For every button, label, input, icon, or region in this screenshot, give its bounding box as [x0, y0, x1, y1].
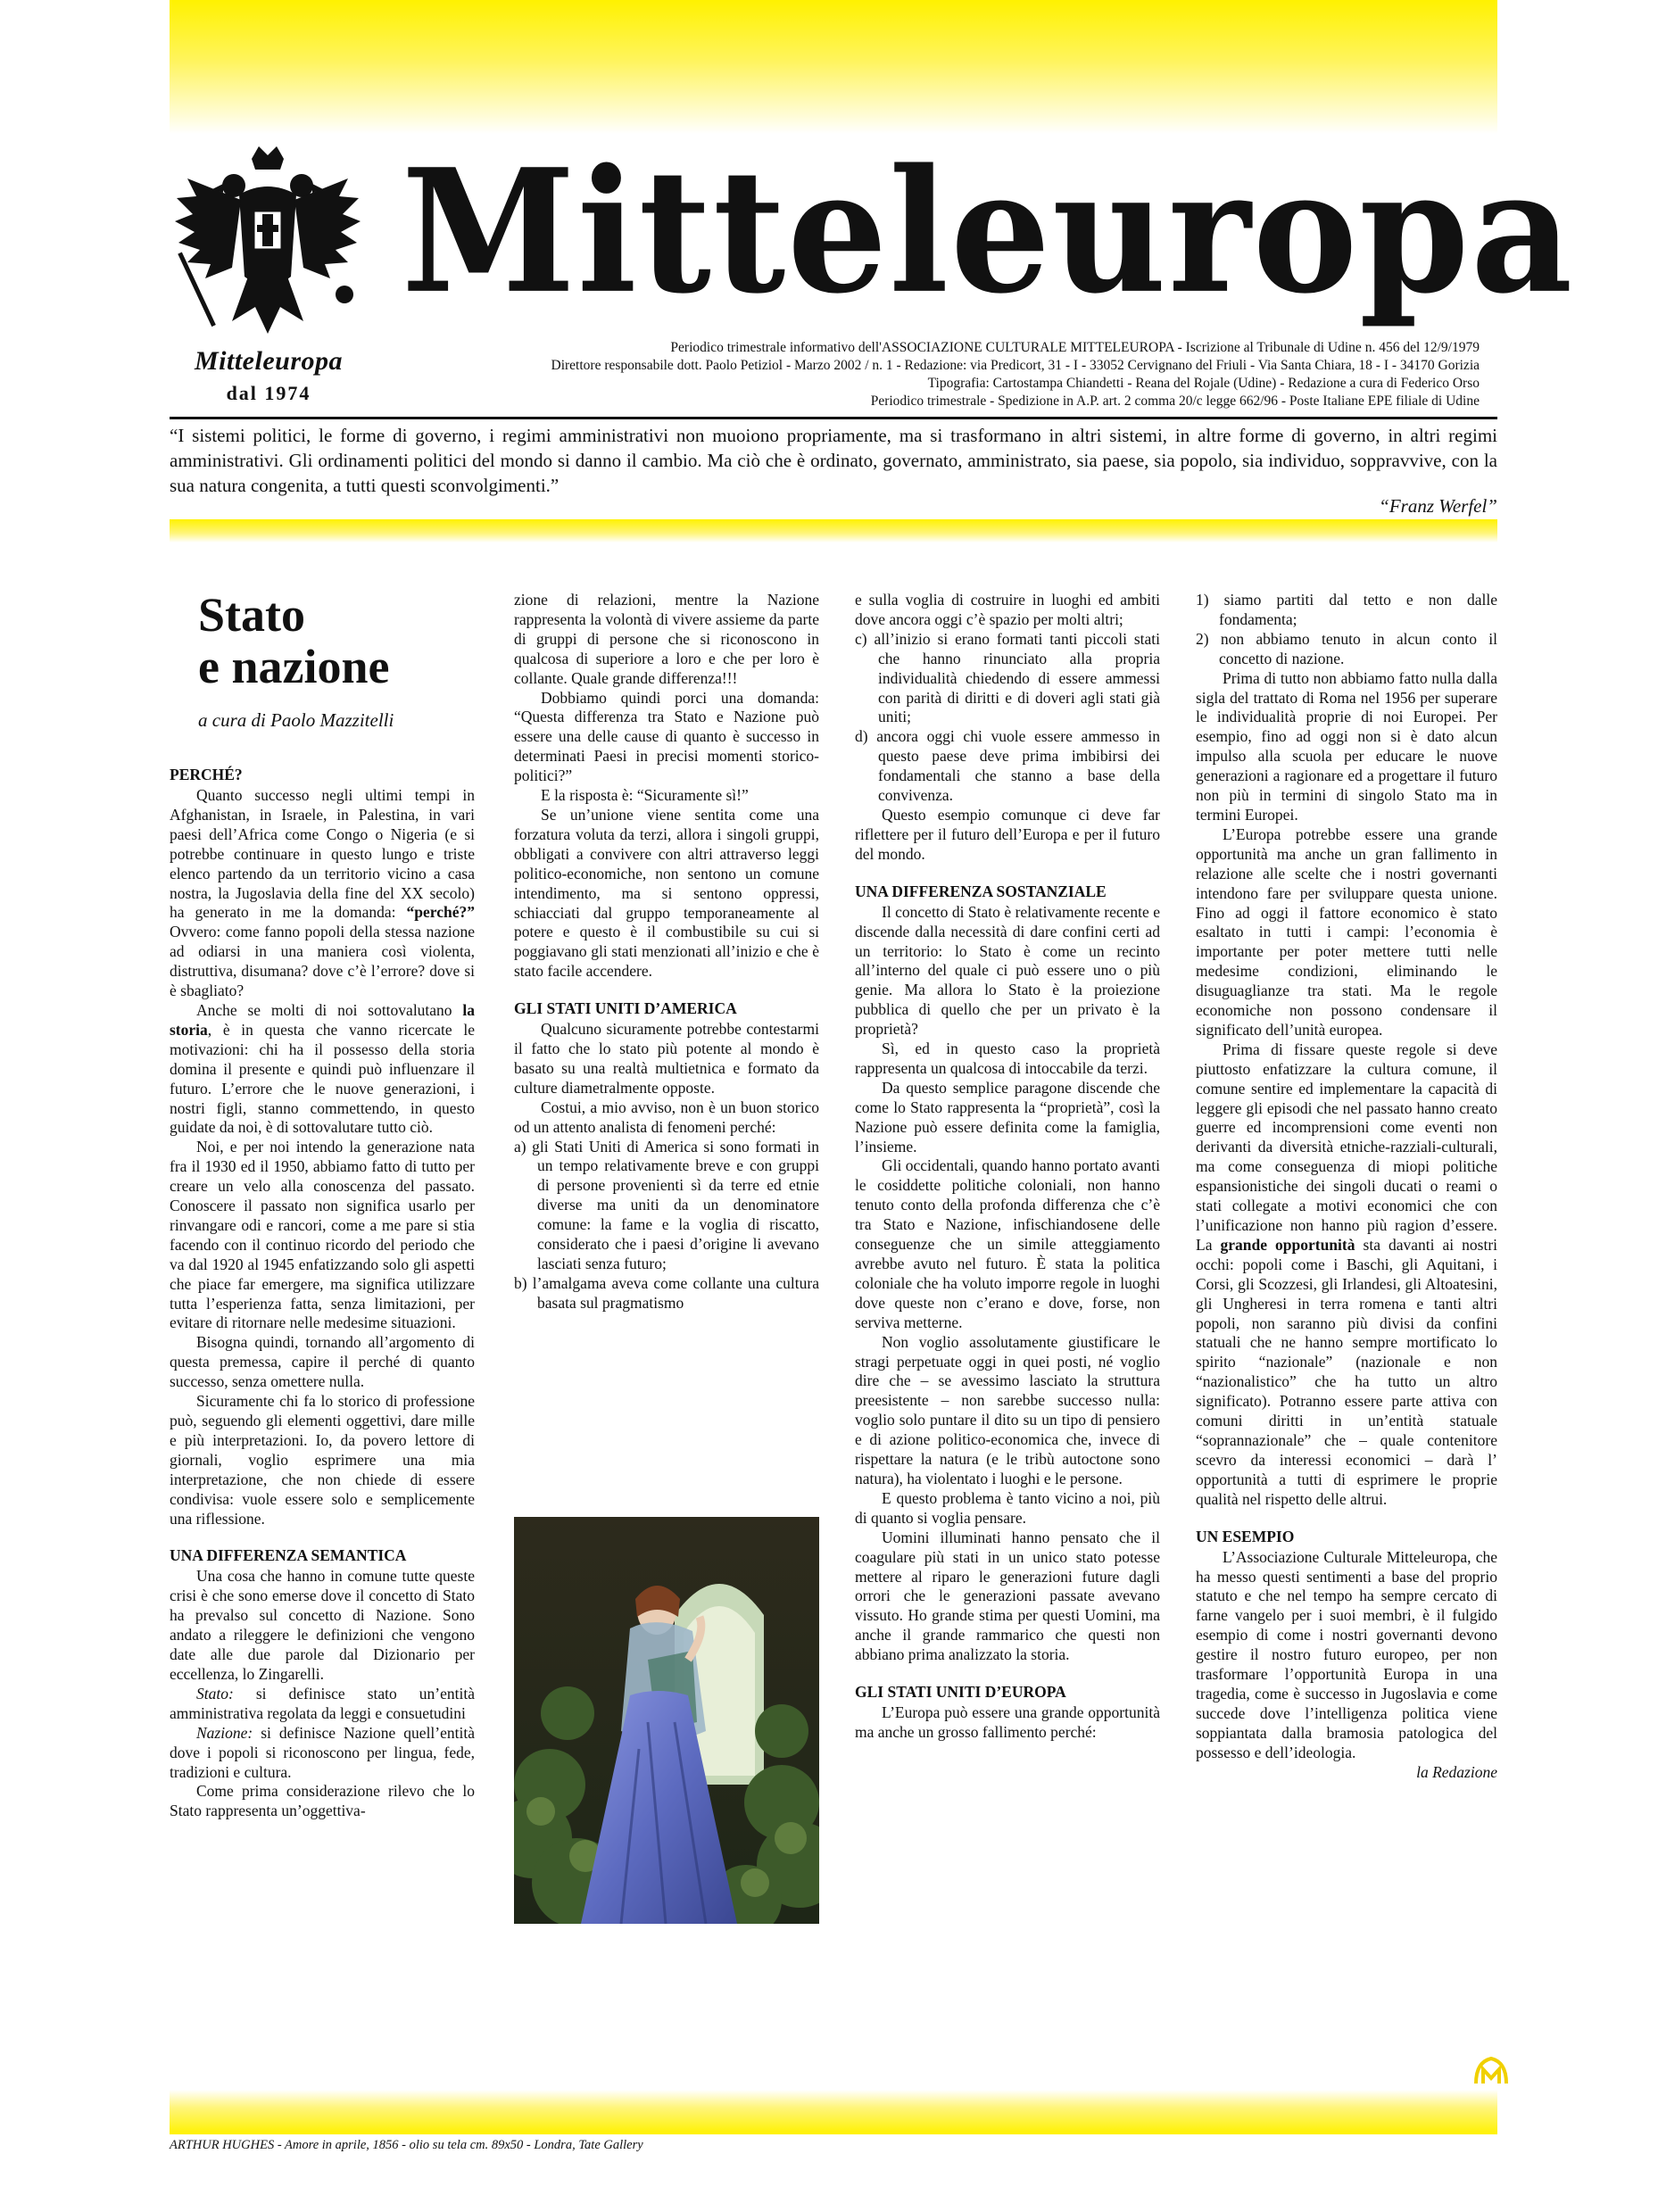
paragraph: zione di relazioni, mentre la Nazione rappresenta la volontà di vivere assieme da parte di gruppi di persone che si riconoscono in qualcosa di superiore a loro e che per loro è collante. Quale grande differenza!!! — [514, 591, 819, 687]
top-yellow-band — [170, 0, 1497, 134]
paragraph: E questo problema è tanto vicino a noi, più di quanto si voglia pensare. — [855, 1488, 1160, 1527]
paragraph: Uomini illuminati hanno pensato che il coagulare più stati in un unico stato potesse mettere al riparo le generazioni future dagli orrori che le generazioni passate avevano vissuto. Ho grande stima per questi Uomini, ma anche il grande rammarico che questi non abbiano prima analizzato la storia. — [855, 1528, 1160, 1664]
section-heading: UNA DIFFERENZA SEMANTICA — [170, 1546, 407, 1565]
paragraph: Come prima considerazione rilevo che lo Stato rappresenta un’oggettiva- — [170, 1782, 475, 1820]
article-column-2 — [514, 591, 819, 1313]
header-rule — [170, 417, 1497, 419]
epigraph-author: “Franz Werfel” — [1379, 495, 1497, 517]
section-heading: GLI STATI UNITI D’AMERICA — [514, 999, 737, 1018]
list-item: c) all’inizio si erano formati tanti piccoli stati che hanno rinunciato alla propria individualità chiedendo di essere ammessi con parità di diritti e di doveri agli stati già uniti; — [855, 629, 1160, 726]
association-logo-icon — [1472, 2055, 1510, 2087]
section-heading: GLI STATI UNITI D’EUROPA — [855, 1683, 1066, 1702]
painting-april-love — [514, 1517, 819, 1924]
paragraph: Una cosa che hanno in comune tutte queste crisi è che sono emerse dove il concetto di Stato ha prevalso sul concetto di Nazione. Sono andato a rileggere le definizioni che vengono date alle due parole dal Dizionario per eccellenza, lo Zingarelli. — [170, 1567, 475, 1683]
paragraph: Prima di tutto non abbiamo fatto nulla dalla sigla del trattato di Roma nel 1956 per superare le individualità proprie di noi Europei. Per esempio, fino ad oggi non si è dato alcun impulso alla scuola per educare le nuove generazioni a ragionare ed a progettare il futuro non più in termini di singolo Stato ma in termini Europei. — [1196, 668, 1497, 824]
bottom-yellow-band — [170, 2090, 1497, 2134]
paragraph: Nazione: si definisce Nazione quell’entità dove i popoli si riconoscono per lingua, fede, tradizioni e cultura. — [170, 1723, 475, 1781]
paragraph: Il concetto di Stato è relativamente recente e discende dalla necessità di dare confini certi ad un territorio: lo Stato è come un recinto all’interno del quale ci può essere uno o più genie. Ma allora lo Stato è la proiezione pubblica di quello che per un privato è la proprietà? — [855, 902, 1160, 1039]
pub-info-line: Periodico trimestrale informativo dell'ASSOCIAZIONE CULTURALE MITTELEUROPA - Iscrizione al Tribunale di Udine n. 456 del 12/9/1979 — [670, 340, 1480, 355]
signature: la Redazione — [1416, 1762, 1497, 1781]
mid-yellow-band — [170, 519, 1497, 543]
paragraph: Noi, e per noi intendo la generazione nata fra il 1930 ed il 1950, abbiamo fatto di tutto per creare un velo alla conoscenza del passato. Conoscere il passato non significa usarlo per rinvangare odi e rancori, come a me pare si stia facendo con il continuo ricordo del periodo che va dal 1920 al 1945 enfatizzando solo gli aspetti che piace far emergere, ma significa utilizzare tutta l’esperienza fatta, senza limitazioni, per evitare di ritornare nelle medesime situazioni. — [170, 1138, 475, 1332]
publication-info — [384, 339, 1480, 410]
paragraph: L’Europa può essere una grande opportunità ma anche un grosso fallimento perché: — [855, 1703, 1160, 1741]
pub-info-line: Periodico trimestrale - Spedizione in A.P. art. 2 comma 20/c legge 662/96 - Poste Italiane EPE filiale di Udine — [870, 394, 1480, 409]
paragraph: Costui, a mio avviso, non è un buon storico od un attento analista di fenomeni perché: — [514, 1098, 819, 1136]
section-heading: PERCHÉ? — [170, 766, 243, 783]
list-item: a) gli Stati Uniti di America si sono formati in un tempo relativamente breve e con gruppi di persone provenienti sì da terre ed etnie diverse ma uniti da un denominatore comune: la fame e la voglia di riscatto, considerato che i paesi d’origine li avevano lasciati senza futuro; — [514, 1137, 819, 1272]
paragraph: Quanto successo negli ultimi tempi in Afghanistan, in Israele, in Palestina, in vari paesi dell’Africa come Congo o Nigeria (e si potrebbe continuare in questo lungo e triste elenco partendo da un territorio vicino a casa nostra, la Jugoslavia della fine del XX secolo) ha generato in me la domanda: “perché?” Ovvero: come fanno popoli della stessa nazione ad odiarsi in una maniera così violenta, distruttiva, disumana? dove c’è l’errore? dove si è sbagliato? — [170, 786, 476, 1000]
epigraph-quote: “I sistemi politici, le forme di governo, i regimi amministrativi non muoiono propriamente, ma si trasformano in altri sistemi, in altre forme di governo, in altri regimi amministrativi. Gli ordinamenti politici del mondo si danno il cambio. Ma ciò che è ordinato, governato, amministrato, sia paese, sia popolo, sia individuo, soppravvive, con la sua natura congenita, a tutti questi sconvolgimenti.” — [170, 425, 1497, 496]
title-line: e nazione — [198, 640, 390, 693]
list-item: d) ancora oggi chi vuole essere ammesso in questo paese deve prima imbibirsi dei fondamentali che stanno a base della convivenza. — [855, 727, 1160, 805]
article-title — [198, 589, 466, 692]
paragraph: Gli occidentali, quando hanno portato avanti le cosiddette politiche coloniali, non hanno tenuto conto della profonda differenza che c’è tra Stato e Nazione, infischiandosene delle conseguenze che un simile atteggiamento avrebbe avuto nel futuro. È stata la politica coloniale che ha voluto imporre regole in luoghi dove queste non c’erano e dove, forse, non serviva metterne. — [855, 1156, 1160, 1331]
pub-info-line: Tipografia: Cartostampa Chiandetti - Reana del Rojale (Udine) - Redazione a cura di Federico Orso — [927, 376, 1480, 391]
crest-wordmark: Mitteleuropa — [194, 346, 343, 376]
title-line: Stato — [198, 588, 305, 642]
crest-year: dal 1974 — [226, 382, 311, 404]
paragraph: Questo esempio comunque ci deve far riflettere per il futuro dell’Europa e per il futuro del mondo. — [855, 805, 1160, 863]
list-item: 1) siamo partiti dal tetto e non dalle fondamenta; — [1196, 591, 1497, 628]
paragraph: Anche se molti di noi sottovalutano la storia, è in questa che vanno ricercate le motivazioni: chi ha il possesso della storia domina il presente e quindi può influenzare il futuro. L’errore che le nuove generazioni, i nostri figli, stanno commettendo, in questo guidate da noi, è di sottovalutare tutto ciò. — [170, 1000, 476, 1137]
paragraph: Da questo semplice paragone discende che come lo Stato rappresenta la “proprietà”, così la Nazione può essere definita come la famiglia, l’insieme. — [855, 1078, 1160, 1156]
paragraph: Sicuramente chi fa lo storico di professione può, seguendo gli elementi oggettivi, dare mille e più interpretazioni. Io, da povero lettore di giornali, voglio esprimere una mia interpretazione, che non chiede di essere condivisa: vuole essere solo e semplicemente una riflessione. — [170, 1392, 475, 1528]
paragraph: Qualcuno sicuramente potrebbe contestarmi il fatto che lo stato più potente al mondo è basato su una realtà multietnica e formato da culture diametralmente opposte. — [514, 1020, 819, 1097]
article-column-1 — [170, 766, 475, 1821]
masthead-title: Mitteleuropa — [402, 131, 1575, 332]
list-item: b) l’amalgama aveva come collante una cultura basata sul pragmatismo — [514, 1273, 819, 1312]
section-heading: UN ESEMPIO — [1196, 1527, 1295, 1545]
double-headed-eagle-crest — [170, 143, 366, 348]
pub-info-line: Direttore responsabile dott. Paolo Petiziol - Marzo 2002 / n. 1 - Redazione: via Predicort, 31 - I - 33052 Cervignano del Friuli - Via Santa Chiara, 18 - I - 34170 Gorizia — [551, 358, 1480, 373]
article-byline: a cura di Paolo Mazzitelli — [198, 709, 394, 731]
paragraph: Stato: si definisce stato un’entità amministrativa regolata da leggi e consuetudini — [170, 1684, 476, 1722]
paragraph: L’Europa potrebbe essere una grande opportunità ma anche un gran fallimento in relazione alle scelte che i nostri governanti intendono fare per sviluppare questa unione. Fino ad oggi il fattore economico è stato esaltato in tutti i campi: l’economia è importante per poter mettere tutti nelle medesime condizioni, eliminando le disuguaglianze tra stati. Ma le regole economiche non possono condensare il significato dell’unità europea. — [1196, 824, 1497, 1039]
paragraph: Bisogna quindi, tornando all’argomento di questa premessa, capire il perché di quanto successo, senza omettere nulla. — [170, 1333, 475, 1391]
paragraph: L’Associazione Culturale Mitteleuropa, che ha messo questi sentimenti a base del proprio statuto e che nel tempo ha sempre cercato di farne vangelo per i suoi membri, è il fulgido esempio di come i nostri governanti devono gestire il nostro futuro europeo, per non trasformare l’opportunità Europa in una tragedia, come è successo in Jugoslavia e come succede dove l’intelligenza politica viene soppiantata dalla bramosia patologica del possesso e dell’ideologia. — [1196, 1547, 1497, 1761]
paragraph: Se un’unione viene sentita come una forzatura voluta da terzi, allora i singoli gruppi, obbligati a convivere con altri attraverso leggi politico-economiche, non sentono un comune intendimento, ma si sentono oppressi, schiacciati dal gruppo temporaneamente al potere e questo è il combustibile su cui si poggiavano gli stati menzionati all’inizio e che è stato facile accendere. — [514, 805, 819, 981]
section-heading: UNA DIFFERENZA SOSTANZIALE — [855, 882, 1107, 900]
article-column-3 — [855, 591, 1160, 1743]
paragraph: e sulla voglia di costruire in luoghi ed ambiti dove ancora oggi c’è spazio per molti altri; — [855, 591, 1160, 628]
list-item: 2) non abbiamo tenuto in alcun conto il concetto di nazione. — [1196, 629, 1497, 667]
article-column-4 — [1196, 591, 1497, 1782]
painting-caption: ARTHUR HUGHES - Amore in aprile, 1856 - olio su tela cm. 89x50 - Londra, Tate Gallery — [170, 2138, 643, 2152]
paragraph: Non voglio assolutamente giustificare le stragi perpetuate oggi in quei posti, né voglio dire che – se avessimo lasciato la struttura preesistente – non sarebbe successo nulla: voglio solo puntare il dito su un tipo di pensiero e di azione politico-economica che, invece di rispettare la natura (e le tribù autoctone sono natura), ha violentato i luoghi e le persone. — [855, 1332, 1160, 1487]
paragraph: Prima di fissare queste regole si deve piuttosto enfatizzare la cultura comune, il comune sentire ed implementare la capacità di leggere gli episodi che nel passato hanno creato guerre ed incomprensioni come eventi non derivanti da diversità etniche-razziali-culturali, ma come conseguenza di miopi politiche espansionistiche dei singoli ducati o reami o stati collegate a motivi economici che con l’unificazione non hanno più ragion d’essere. La grande opportunità sta davanti ai nostri occhi: popoli come i Baschi, gli Aquitani, i Corsi, gli Scozzesi, gli Irlandesi, gli Altoatesini, gli Ungheresi in terra romena e tanti altri popoli, non saranno più divisi da confini statuali che ne hanno sempre mortificato lo spirito “nazionale” (nazionale e non “nazionalistico” che ha tutto un altro significato). Potranno essere parte attiva con comuni diritti in un’entità statuale “soprannazionale” che – quale contenitore scevro da interessi economici – darà l’ opportunità a tutti di esprimere le proprie qualità nel rispetto delle altrui. — [1196, 1040, 1498, 1508]
paragraph: E la risposta è: “Sicuramente sì!” — [541, 786, 749, 805]
paragraph: Sì, ed in questo caso la proprietà rappresenta un qualcosa di intoccabile da terzi. — [855, 1040, 1160, 1077]
paragraph: Dobbiamo quindi porci una domanda: “Questa differenza tra Stato e Nazione può essere una delle cause di quanto è successo in determinati Paesi in precisi momenti storico-politici?” — [514, 688, 819, 785]
